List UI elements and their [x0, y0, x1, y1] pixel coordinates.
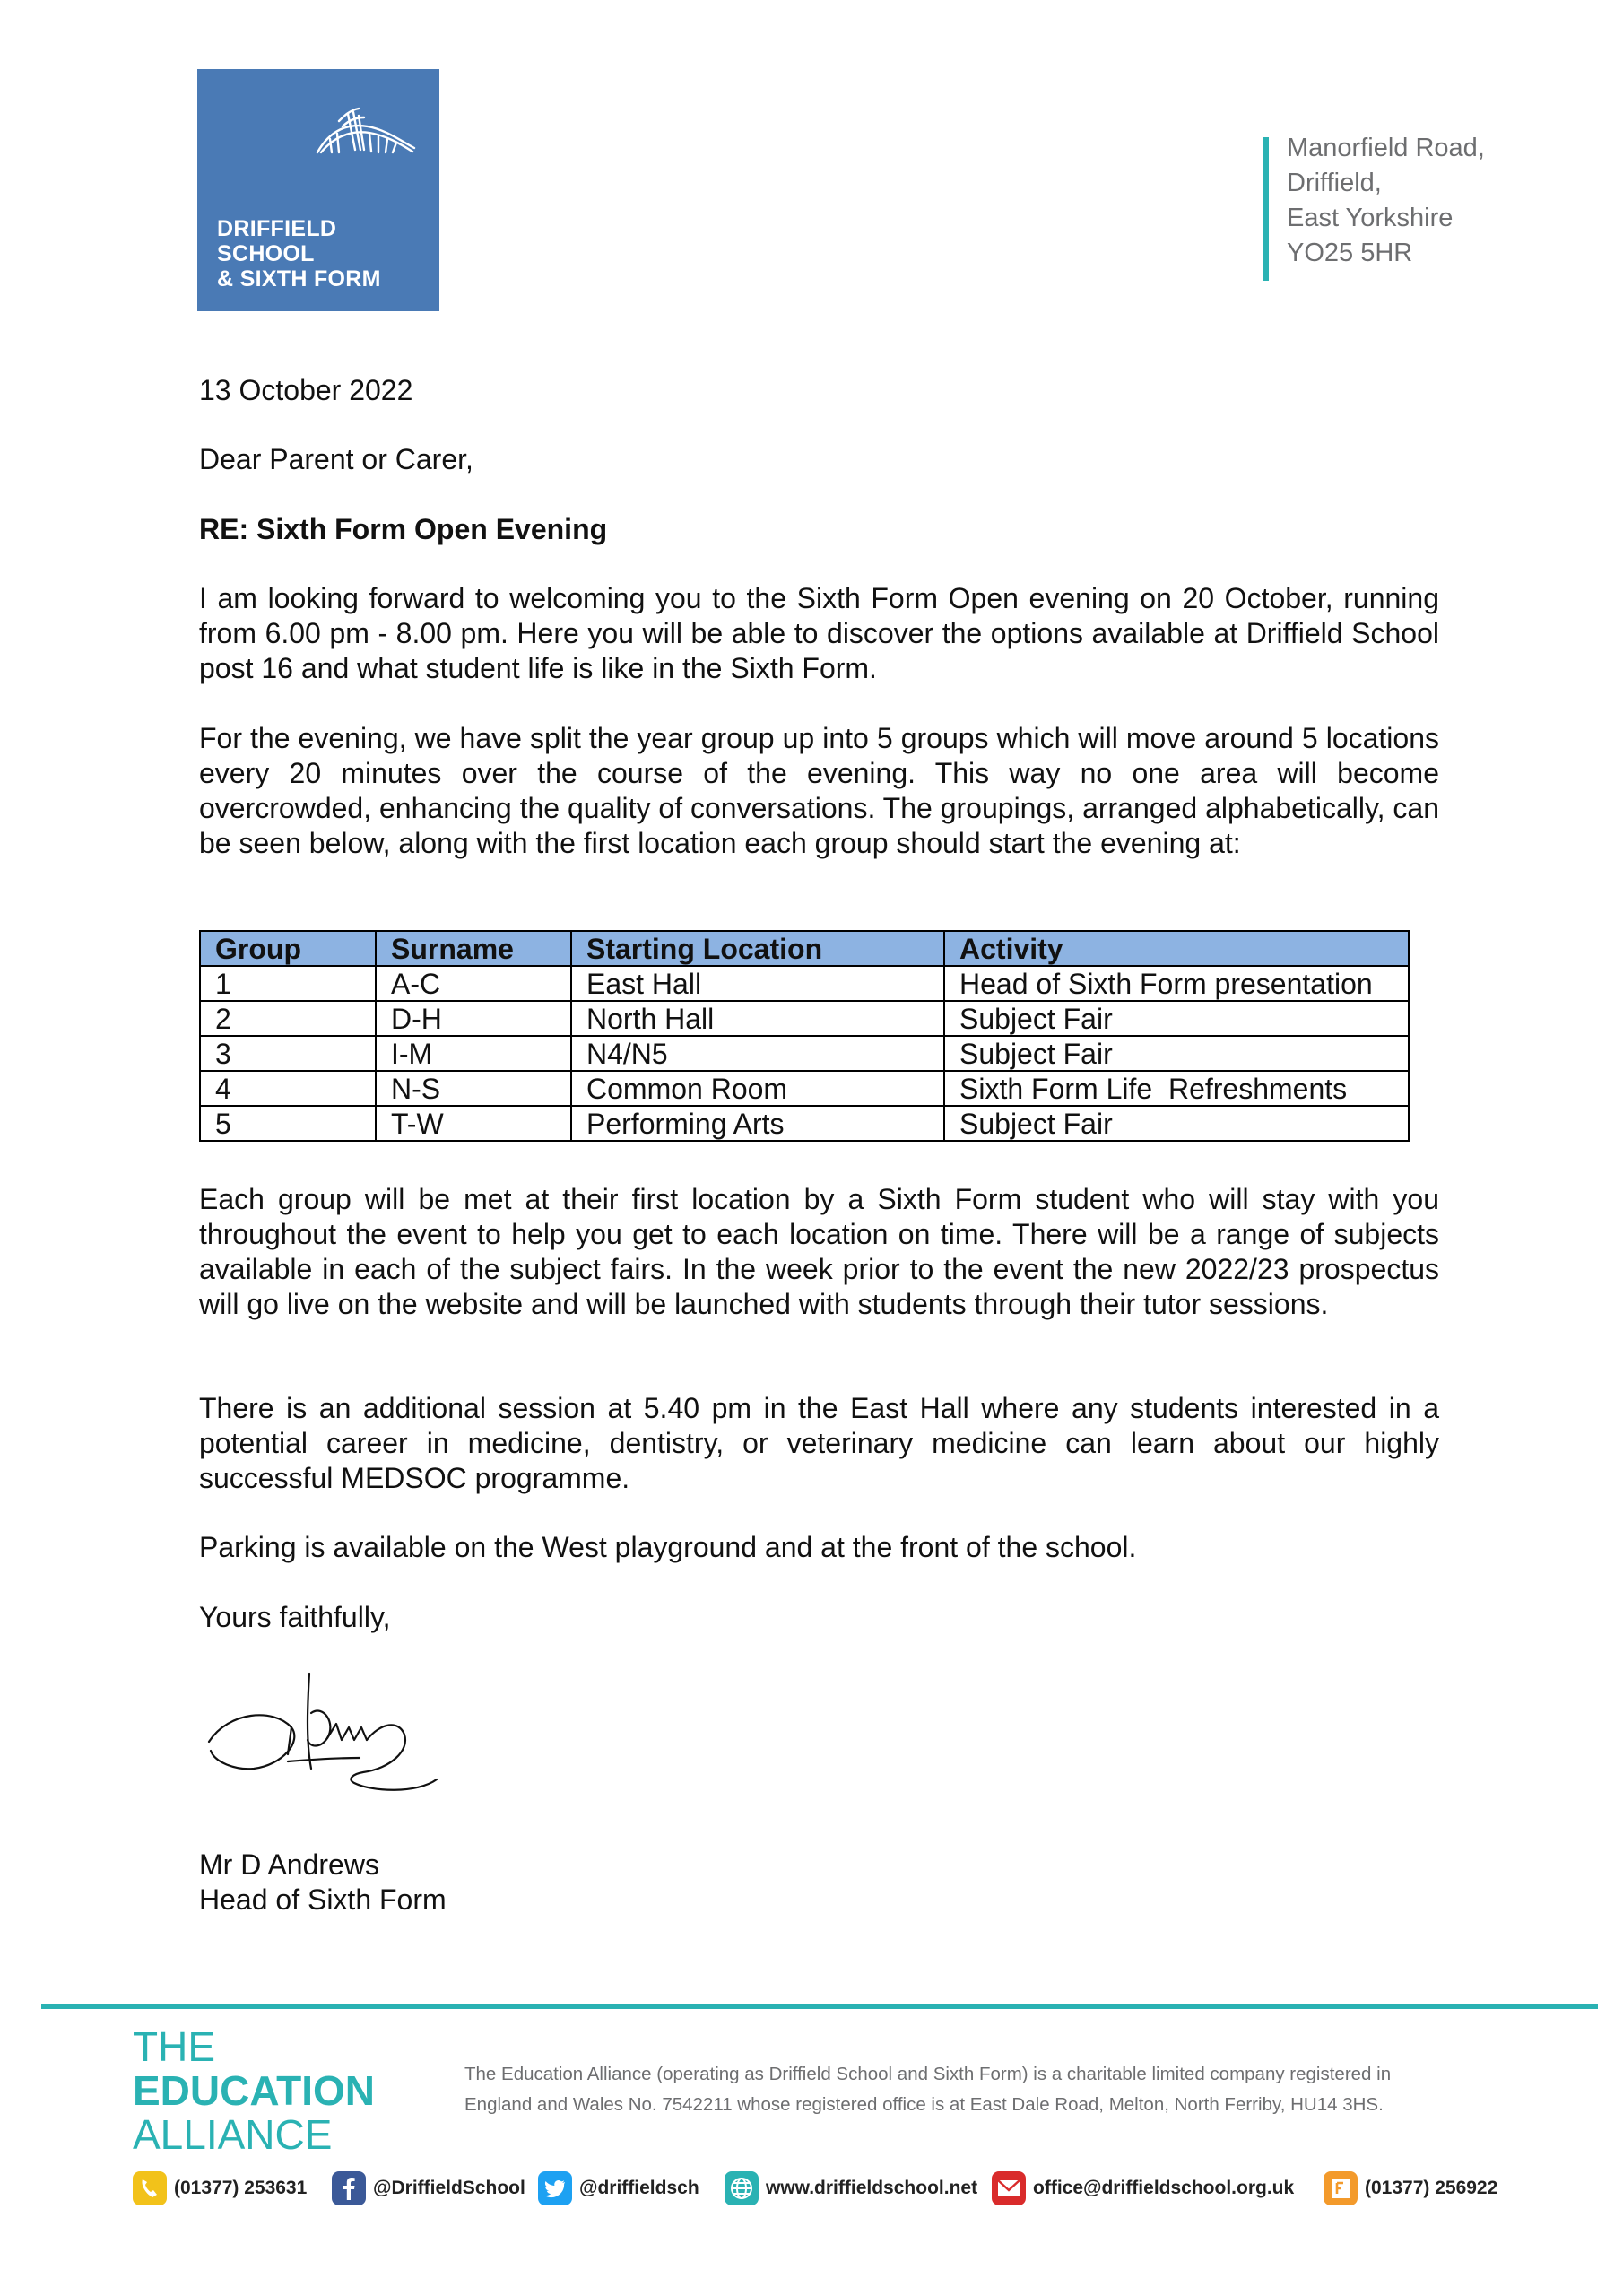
school-name-line: DRIFFIELD: [217, 216, 337, 241]
footer-divider: [41, 2004, 1598, 2009]
table-cell: Subject Fair: [944, 1036, 1409, 1071]
table-cell: D-H: [376, 1001, 571, 1036]
phone-number: (01377) 253631: [174, 2178, 308, 2198]
contact-website[interactable]: [725, 2169, 977, 2208]
globe-icon: [725, 2171, 759, 2205]
table-cell: T-W: [376, 1106, 571, 1141]
table-row: [200, 1001, 1409, 1036]
table-cell: 4: [200, 1071, 376, 1106]
alliance-line: ALLIANCE: [133, 2111, 333, 2158]
table-cell: N-S: [376, 1071, 571, 1106]
address-line: Driffield,: [1287, 169, 1382, 197]
crest-icon: [312, 103, 420, 157]
twitter-handle: @driffieldsch: [579, 2178, 699, 2198]
table-row: [200, 1071, 1409, 1106]
table-cell: East Hall: [571, 966, 944, 1001]
email-address: office@driffieldschool.org.uk: [1033, 2178, 1295, 2198]
phone-icon: [133, 2171, 167, 2205]
column-header: Group: [200, 931, 376, 966]
column-header: Activity: [944, 931, 1409, 966]
fax-number: (01377) 256922: [1365, 2178, 1498, 2198]
school-logo: [197, 69, 439, 311]
table-cell: N4/N5: [571, 1036, 944, 1071]
table-header-row: [200, 931, 1409, 966]
paragraph-intro: I am looking forward to welcoming you to the Sixth Form Open evening on 20 October, running from 6.00 pm - 8.00 pm. Here you will be able to discover the options available at Driffield School post 16 and what student life is like in the Sixth Form.: [199, 582, 1439, 684]
address-line: YO25 5HR: [1287, 239, 1413, 267]
table-cell: Subject Fair: [944, 1001, 1409, 1036]
address-line: East Yorkshire: [1287, 204, 1454, 232]
paragraph-students: Each group will be met at their first location by a Sixth Form student who will stay with you throughout the event to help you get to each location on time. There will be a range of subjects available in each of the subject fairs. In the week prior to the event the new 2022/23 prospectus will go live on the website and will be launched with students through their tutor sessions.: [199, 1183, 1439, 1320]
table-cell: A-C: [376, 966, 571, 1001]
school-name-line: SCHOOL: [217, 241, 315, 266]
legal-notice: [464, 2059, 1523, 2120]
education-alliance-logo: [133, 2025, 375, 2157]
table-cell: Common Room: [571, 1071, 944, 1106]
alliance-line: THE: [133, 2023, 215, 2070]
table-cell: North Hall: [571, 1001, 944, 1036]
legal-line: The Education Alliance (operating as Driffield School and Sixth Form) is a charitable limited company registered in: [464, 2064, 1392, 2084]
table-cell: Subject Fair: [944, 1106, 1409, 1141]
contact-phone[interactable]: [133, 2169, 307, 2208]
address-line: Manorfield Road,: [1287, 134, 1485, 162]
fax-icon: [1324, 2171, 1358, 2205]
letter-date: 13 October 2022: [199, 374, 413, 406]
table-cell: 3: [200, 1036, 376, 1071]
table-cell: Performing Arts: [571, 1106, 944, 1141]
table-cell: 5: [200, 1106, 376, 1141]
facebook-handle: @DriffieldSchool: [373, 2178, 525, 2198]
signer-title: Head of Sixth Form: [199, 1883, 447, 1916]
twitter-icon: [538, 2171, 572, 2205]
table-cell: 2: [200, 1001, 376, 1036]
letter-subject: RE: Sixth Form Open Evening: [199, 513, 608, 545]
paragraph-parking: Parking is available on the West playground and at the front of the school.: [199, 1531, 1137, 1563]
facebook-icon: [332, 2171, 366, 2205]
closing: Yours faithfully,: [199, 1601, 391, 1633]
table-cell: Head of Sixth Form presentation: [944, 966, 1409, 1001]
column-header: Surname: [376, 931, 571, 966]
groups-table: [199, 930, 1410, 1142]
paragraph-medsoc: There is an additional session at 5.40 pm in the East Hall where any students interested in a potential career in medicine, dentistry, or veterinary medicine can learn about our highly successful MEDSOC programme.: [199, 1392, 1439, 1494]
address-divider: [1263, 137, 1269, 281]
signer-name: Mr D Andrews: [199, 1848, 379, 1881]
legal-line: England and Wales No. 7542211 whose registered office is at East Dale Road, Melton, North Ferriby, HU14 3HS.: [464, 2094, 1384, 2115]
contact-fax[interactable]: [1324, 2169, 1497, 2208]
school-name-line: & SIXTH FORM: [217, 266, 381, 291]
website-url: www.driffieldschool.net: [766, 2178, 978, 2198]
table-row: [200, 966, 1409, 1001]
column-header: Starting Location: [571, 931, 944, 966]
table-row: [200, 1106, 1409, 1141]
school-address: [1287, 131, 1485, 271]
signer-block: [199, 1848, 447, 1918]
contact-email[interactable]: [992, 2169, 1294, 2208]
contact-bar: [133, 2169, 1532, 2208]
table-row: [200, 1036, 1409, 1071]
table-cell: Sixth Form Life Refreshments: [944, 1071, 1409, 1106]
email-icon: [992, 2171, 1026, 2205]
alliance-line: EDUCATION: [133, 2067, 376, 2114]
contact-twitter[interactable]: [538, 2169, 699, 2208]
contact-facebook[interactable]: [332, 2169, 525, 2208]
table-cell: I-M: [376, 1036, 571, 1071]
table-cell: 1: [200, 966, 376, 1001]
salutation: Dear Parent or Carer,: [199, 443, 473, 475]
signature: [202, 1668, 453, 1803]
paragraph-groups: For the evening, we have split the year group up into 5 groups which will move around 5 locations every 20 minutes over the course of the evening. This way no one area will become overcrowded, enhancing the quality of conversations. The groupings, arranged alphabetically, can be seen below, along with the first location each group should start the evening at:: [199, 722, 1439, 859]
